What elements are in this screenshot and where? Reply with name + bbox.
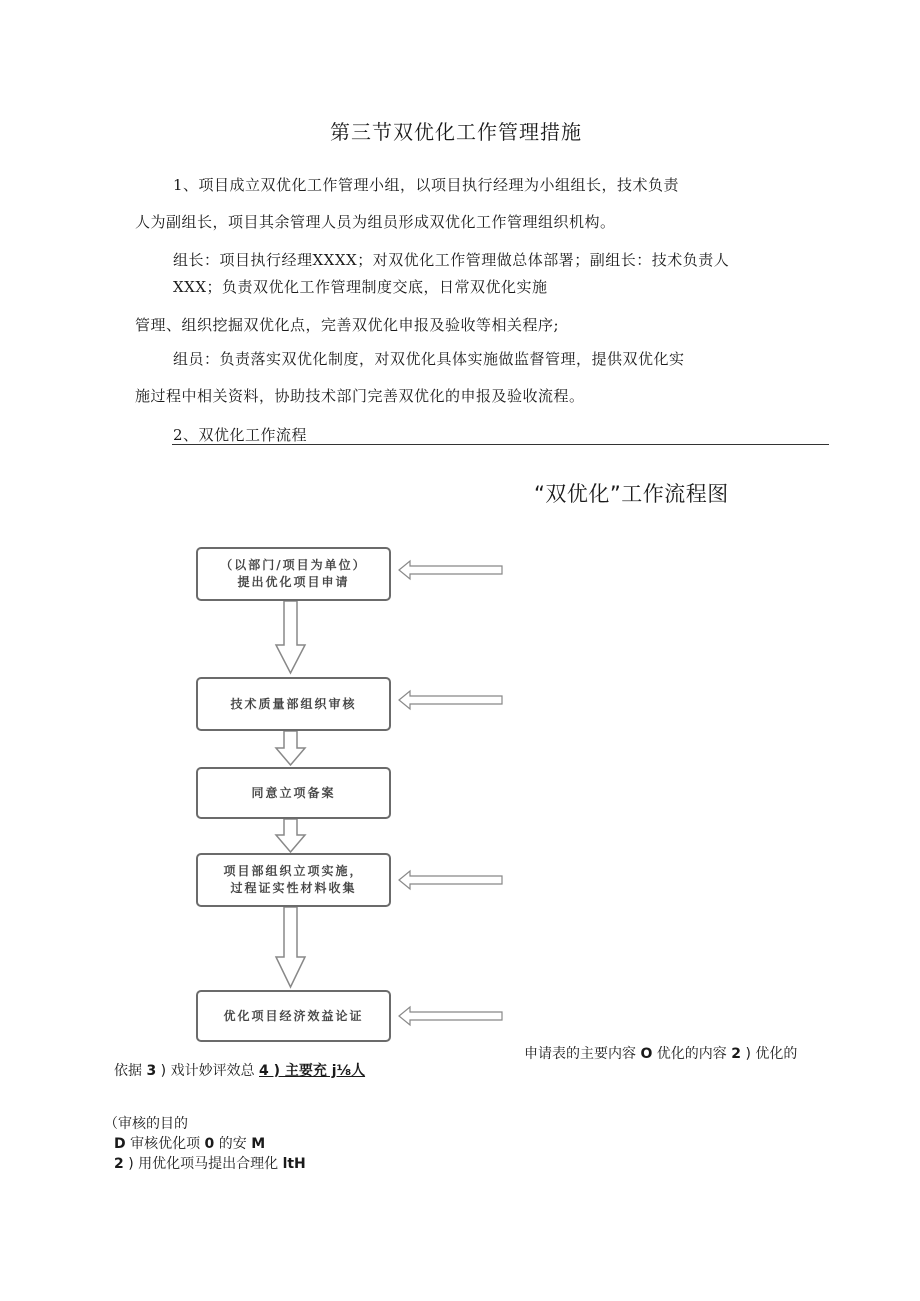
paragraph-line: XXX；负责双优化工作管理制度交底，日常双优化实施: [173, 278, 548, 296]
audit-title: （审核的目的: [104, 1116, 188, 1132]
paragraph-line: 人为副组长，项目其余管理人员为组员形成双优化工作管理组织机构。: [135, 213, 616, 231]
note-line-left: 依据 3 ) 戏计妙评效总 4 ) 主要充 j⅛人: [114, 1063, 366, 1079]
step-text: （以部门/项目为单位）: [220, 558, 367, 572]
flow-step-approve: [196, 767, 391, 819]
audit-item: D 审核优化项 0 的安 M: [114, 1136, 266, 1152]
down-arrow-icon: [276, 907, 305, 987]
step-text: 项目部组织立项实施，: [223, 864, 364, 878]
flowchart-title: “双优化”工作流程图: [534, 482, 729, 506]
paragraph-line: 施过程中相关资料，协助技术部门完善双优化的申报及验收流程。: [135, 387, 585, 405]
step-text: 同意立项备案: [251, 785, 336, 800]
flow-step-review: [196, 677, 391, 731]
paragraph-line: 管理、组织挖掘双优化点，完善双优化申报及验收等相关程序;: [135, 316, 560, 334]
side-arrow-icon: [399, 691, 502, 709]
page-title: 第三节双优化工作管理措施: [330, 120, 582, 144]
flow-step-apply: [196, 547, 391, 601]
flow-step-implement: [196, 853, 391, 907]
note-line-right: 申请表的主要内容 O 优化的内容 2 ) 优化的: [524, 1046, 798, 1062]
step-text: 提出优化项目申请: [237, 575, 350, 589]
audit-item: 2 ) 用优化项马提出合理化 ltH: [114, 1156, 306, 1172]
section-heading: 2、双优化工作流程: [173, 426, 308, 444]
down-arrow-icon: [276, 731, 305, 765]
down-arrow-icon: [276, 601, 305, 673]
paragraph-line: 组员：负责落实双优化制度，对双优化具体实施做监督管理，提供双优化实: [173, 350, 685, 368]
flow-step-benefit: [196, 990, 391, 1042]
step-text: 技术质量部组织审核: [230, 696, 357, 711]
side-arrow-icon: [399, 561, 502, 579]
side-arrow-icon: [399, 1007, 502, 1025]
side-arrow-icon: [399, 871, 502, 889]
step-text: 优化项目经济效益论证: [223, 1008, 364, 1023]
step-text: 过程证实性材料收集: [230, 881, 357, 895]
paragraph-line: 1、项目成立双优化工作管理小组，以项目执行经理为小组组长，技术负责: [173, 176, 680, 194]
paragraph-line: 组长：项目执行经理XXXX；对双优化工作管理做总体部署；副组长：技术负责人: [173, 251, 730, 269]
down-arrow-icon: [276, 819, 305, 852]
